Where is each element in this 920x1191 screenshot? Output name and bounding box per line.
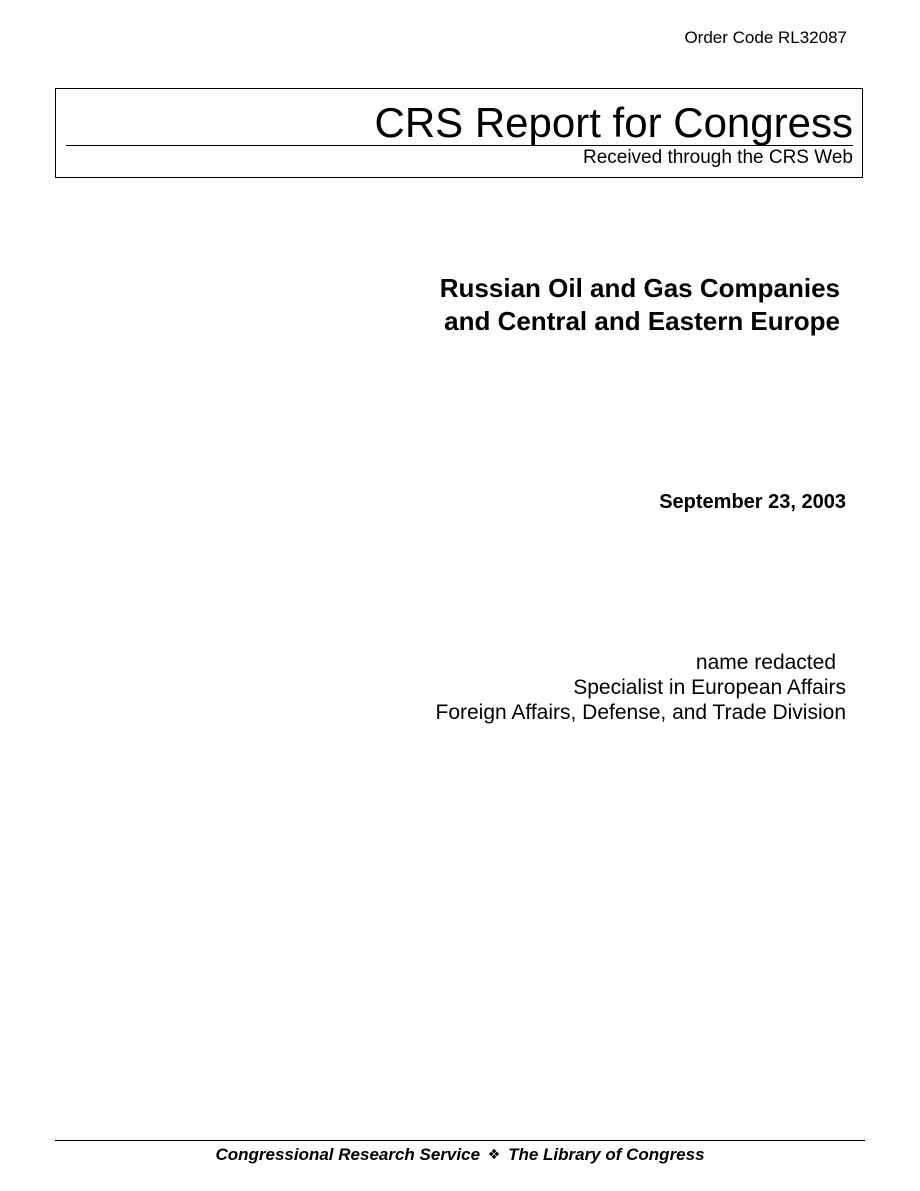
author-block	[436, 650, 847, 725]
report-title-line: and Central and Eastern Europe	[444, 306, 840, 336]
author-position: Specialist in European Affairs	[573, 676, 846, 699]
footer-library: The Library of Congress	[508, 1145, 705, 1164]
footer-organization: Congressional Research Service	[215, 1145, 481, 1164]
report-title-line: Russian Oil and Gas Companies	[439, 273, 840, 303]
report-date: September 23, 2003	[659, 491, 846, 513]
author-division: Foreign Affairs, Defense, and Trade Division	[435, 701, 846, 724]
author-name: name redacted	[695, 651, 836, 674]
footer-divider	[55, 1140, 865, 1141]
report-header-box	[55, 88, 863, 178]
header-divider	[66, 145, 853, 146]
header-title: CRS Report for Congress	[374, 99, 853, 146]
footer	[0, 1143, 920, 1166]
order-code: Order Code RL32087	[684, 28, 847, 47]
header-subtitle: Received through the CRS Web	[582, 147, 853, 168]
four-diamond-ornament-icon: ❖	[487, 1146, 501, 1162]
report-title	[440, 272, 840, 338]
